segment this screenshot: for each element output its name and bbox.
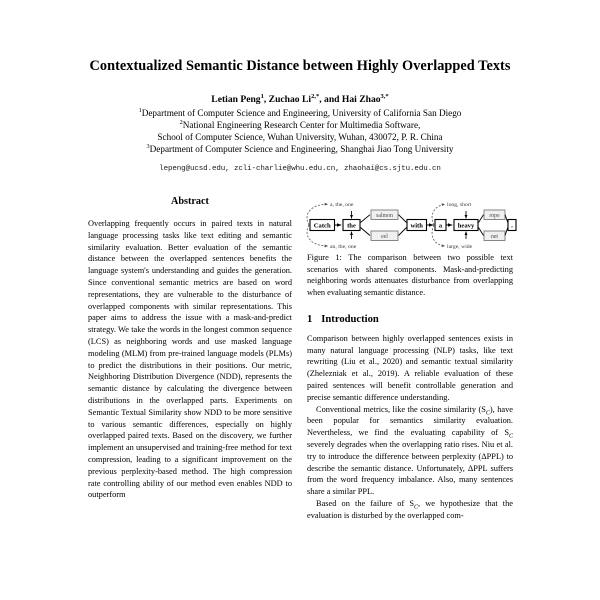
figure-node-salmon-label: salmon: [376, 213, 393, 219]
figure-node-heavy: [454, 220, 478, 231]
figure-node-net: [484, 231, 505, 241]
section-heading-introduction: [307, 314, 513, 325]
author-list: [52, 94, 548, 106]
section-number: 1: [307, 313, 313, 325]
figure-node-heavy-label: heavy: [457, 222, 475, 230]
figure-node-salmon: [371, 210, 398, 220]
figure-caption-label: Figure 1:: [307, 253, 342, 262]
abstract-heading: Abstract: [171, 196, 209, 207]
affiliation-1: $^1$Department of Computer Science and Engineering, University of California San Diego: [138, 106, 462, 118]
intro-paragraph-3: Based on the failure of $S_C$, we hypothesize that the evaluation is disturbed by the overlapped com-: [307, 499, 513, 520]
figure-node-period: [508, 220, 516, 231]
figure-node-with: [407, 220, 427, 231]
author-3-affil-marker: 3,*: [380, 92, 389, 100]
figure-node-catch: [310, 220, 335, 231]
author-2-affil-marker: 2,*: [311, 92, 320, 100]
figure-prediction-top-left: a, the, one: [330, 202, 354, 209]
figure-node-the: [343, 220, 360, 231]
figure-prediction-bottom-right: large, wide: [447, 244, 473, 250]
figure-node-eel-label: eel: [381, 234, 388, 240]
figure-1-diagram: [303, 200, 517, 252]
figure-node-net-label: net: [490, 234, 499, 240]
author-2: Zuchao $Li^{2,*}$: [268, 92, 320, 105]
intro-paragraph-2: Conventional metrics, like the cosine similarity $(S_C)$, have been popular for semantics similarity evaluation. Nevertheless, we find the evaluating capability of $S_C$ severely degrades when the overlapping ratio rises. Niu et al. try to introduce the difference between perplexity (ΔPPL) to describe the semantic distance. Unfortunately, ΔPPL suffers from the word frequency imbalance. Also, many sentences share a similar PPL.: [307, 404, 513, 497]
page-title: Contextualized Semantic Distance between Highly Overlapped Texts: [89, 58, 511, 74]
affiliation-2: $^2$National Engineering Research Center for Multimedia Software,: [179, 119, 421, 131]
affiliation-list: [40, 107, 560, 156]
figure-node-rope-label: rope: [489, 213, 500, 219]
figure-node-period-label: .: [511, 221, 513, 230]
affiliation-2-cont: School of Computer Science, Wuhan University, Wuhan, 430072, P. R. China: [157, 132, 443, 143]
intro-paragraph-1: Comparison between highly overlapped sentences exists in many natural language processing (NLP) tasks, like text rewriting (Liu et al., 2020) and semantic textual similarity (Zhelezniak et al., 2019). A reliable evaluation of these paired sentences will benefit controllable generation and precise semantic difference understanding.: [307, 333, 513, 402]
figure-node-the-label: the: [347, 222, 356, 230]
figure-node-rope: [484, 210, 505, 220]
section-title: Introduction: [321, 313, 379, 325]
affiliation-1-marker: 1: [138, 106, 142, 114]
figure-caption-text: The comparison between two possible text scenarios with shared components. Mask-and-predicting neighboring words attenuates disturbance from overlapping when evaluating semantic distance.: [307, 253, 513, 298]
figure-prediction-top-right: long, short: [447, 202, 472, 209]
left-column: [88, 196, 292, 501]
figure-node-eel: [371, 231, 398, 241]
figure-node-a: [435, 220, 446, 231]
author-3: Hai Zhao$^{3,*}$: [341, 92, 389, 105]
affiliation-3: $^3$Department of Computer Science and Engineering, Shanghai Jiao Tong University: [146, 143, 454, 155]
figure-node-a-label: a: [438, 222, 443, 230]
author-1-affil-marker: 1: [260, 92, 264, 100]
affiliation-2-marker: 2: [179, 119, 183, 127]
figure-prediction-bottom-left: an, the, one: [330, 244, 357, 250]
author-sep-1: ,: [263, 94, 269, 105]
abstract-text: Overlapping frequently occurs in paired texts in natural language processing tasks like text editing and semantic similarity evaluation. Better evaluation of the semantic distance between the overlapped sentences benefits the language system's understanding and guides the generation. Since conventional semantic metrics are based on word representations, they are vulnerable to the disturbance of overlapped components with similar representations. This paper aims to address the issue with a mask-and-predict strategy. We take the words in the longest common sequence (LCS) as neighboring words and use masked language modeling (MLM) from pre-trained language models (PLMs) to predict the distributions in their positions. Our metric, Neighboring Distribution Divergence (NDD), represents the semantic distance by calculating the divergence between distributions in the overlapped parts. Experiments on Semantic Textual Similarity show NDD to be more sensitive to various semantic differences, especially on highly overlapped paired texts. Based on the discovery, we further implement an unsupervised and training-free method for text compression, leading to a significant improvement on the previous perplexity-based method. The high compression rate controlling ability of our method even enables NDD to outperform: [88, 219, 292, 500]
author-1: Letian Peng$^1$: [211, 92, 264, 105]
figure-node-catch-label: Catch: [313, 222, 331, 230]
affiliation-3-marker: 3: [146, 143, 150, 151]
figure-caption: [307, 252, 513, 299]
figure-node-with-label: with: [410, 222, 423, 230]
author-emails: lepeng@ucsd.edu, zcli-charlie@whu.edu.cn, zhaohai@cs.sjtu.edu.cn: [159, 165, 441, 173]
author-sep-2: , and: [319, 94, 342, 105]
